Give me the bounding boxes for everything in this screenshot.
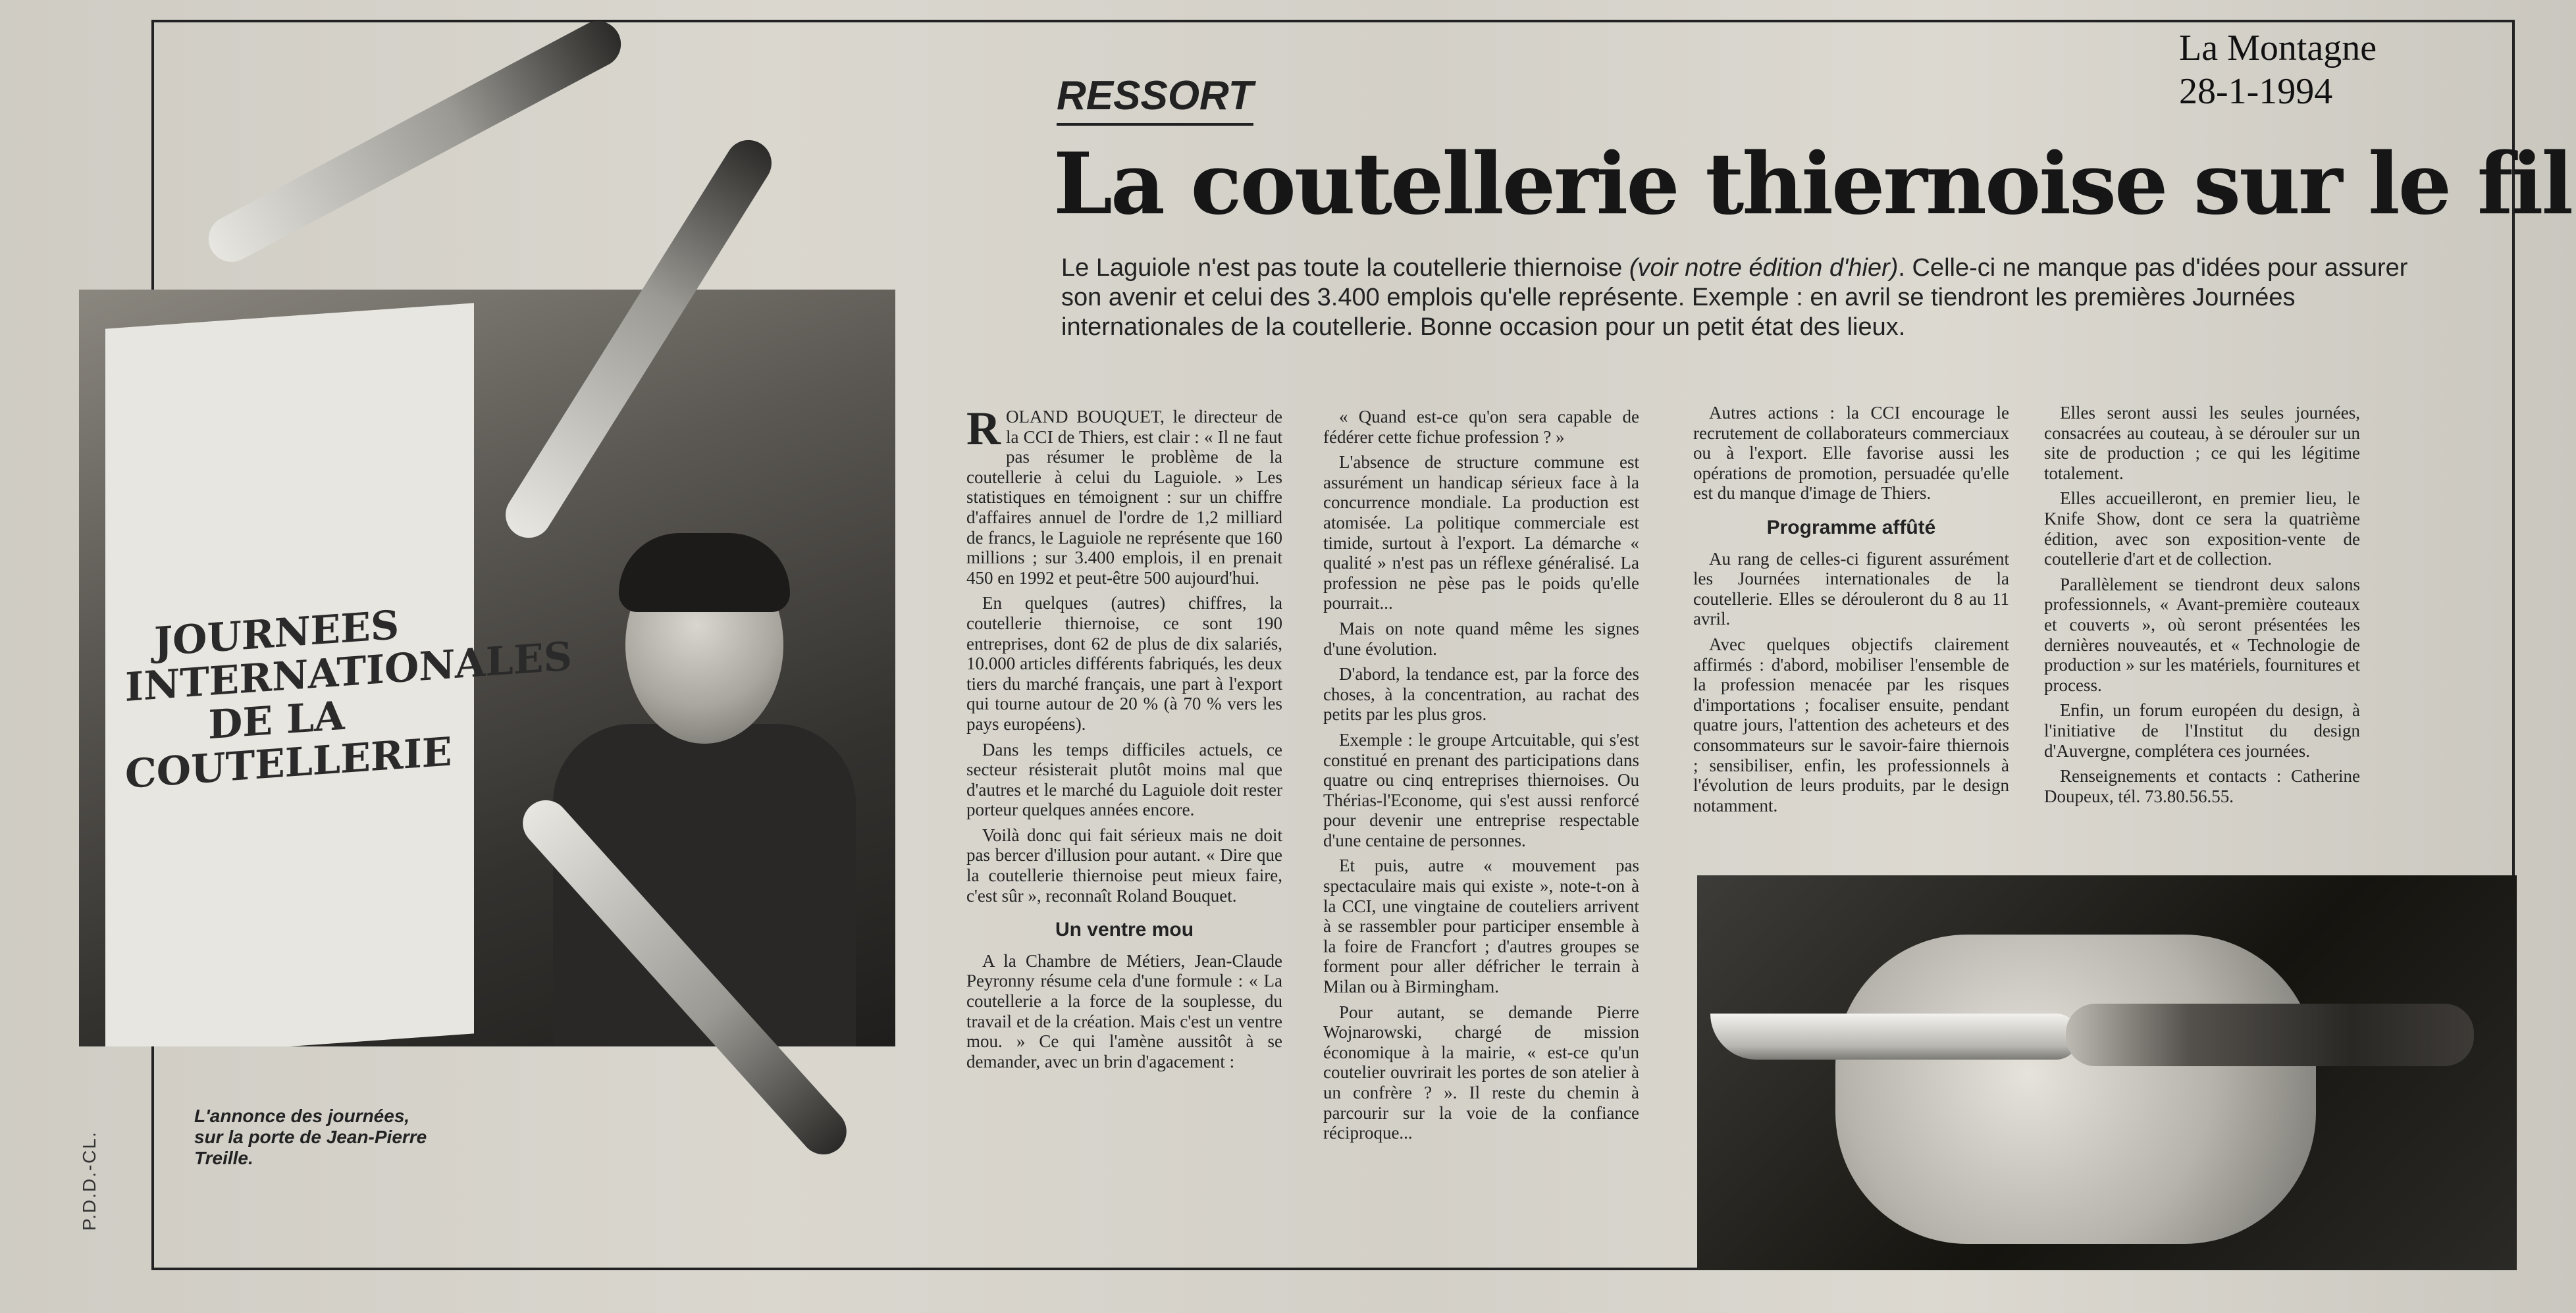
paragraph: Mais on note quand même les signes d'une évolution.: [1323, 618, 1639, 659]
paragraph: Renseignements et contacts : Catherine Doupeux, tél. 73.80.56.55.: [2044, 766, 2360, 806]
paragraph: En quelques (autres) chiffres, la coutellerie thiernoise, ce sont 190 entreprises, dont 62 de plus de dix salariés, 10.000 articles différents fabriqués, les deux tiers du marché français, une part à l'export qui tourne autour de 20 % (à 70 % vers les pays européens).: [966, 593, 1282, 734]
photo-caption: L'annonce des journées, sur la porte de Jean-Pierre Treille.: [194, 1106, 427, 1168]
paragraph: Dans les temps difficiles actuels, ce secteur résisterait plutôt moins mal que d'autres et le marché du Laguiole doit rester porteur quelques années encore.: [966, 739, 1282, 820]
paragraph: Pour autant, se demande Pierre Wojnarowski, chargé de mission économique à la mairie, « est-ce qu'un coutelier ouvrirait les portes de son atelier à un confrère ? ». Il reste du chemin à parcourir sur la voie de la confiance réciproque...: [1323, 1002, 1639, 1143]
paragraph: Exemple : le groupe Artcuitable, qui s'est constitué en prenant des participations dans quatre ou cinq entreprises thiernoises. Ou Thérias-l'Econome, qui s'est aussi renforcé pour devenir une entreprise respectable d'une centaine de personnes.: [1323, 729, 1639, 850]
knife-blade: [1710, 1014, 2079, 1060]
subheading: Un ventre mou: [1055, 919, 1194, 941]
chapo-italic: (voir notre édition d'hier): [1629, 254, 1899, 282]
paragraph: L'absence de structure commune est assurément un handicap sérieux face à la concurrence mondiale. La production est atomisée. La politique commerciale est timide, surtout à l'export. La démarche « qualité » n'est pas un réflexe généralisé. La profession ne pèse pas le poids qu'elle pourrait...: [1323, 452, 1639, 613]
paragraph: Enfin, un forum européen du design, à l'initiative de l'Institut du design d'Auvergne, complétera ces journées.: [2044, 700, 2360, 761]
paragraph: D'abord, la tendance est, par la force des choses, à la concentration, au rachat des petits par les plus gros.: [1323, 664, 1639, 725]
paragraph: A la Chambre de Métiers, Jean-Claude Peyronny résume cela d'une formule : « La coutellerie a la force de la souplesse, du travail et de la création. Mais c'est un ventre mou. » Ce qui l'amène aussitôt à se demander, avec un brin d'agacement :: [966, 950, 1282, 1071]
photo-credit: P.D.D.-CL.: [79, 1131, 99, 1231]
paragraph: « Quand est-ce qu'on sera capable de fédérer cette fichue profession ? »: [1323, 407, 1639, 447]
paragraph: Avec quelques objectifs clairement affirmés : d'abord, mobiliser l'ensemble de la profession menacée par les risques d'importations ; focaliser ensuite, pendant quatre jours, l'attention des acheteurs et des consommateurs sur le savoir-faire thiernois ; sensibiliser, enfin, les professionnels à l'évolution de leurs produits, par le design notamment.: [1693, 634, 2009, 815]
photo-poster-man: [79, 290, 895, 1046]
headline: La coutellerie thiernoise sur le fil: [1053, 135, 2572, 234]
chapo-part-1: Le Laguiole n'est pas toute la coutellerie thiernoise: [1061, 254, 1629, 282]
paragraph: Elles accueilleront, en premier lieu, le Knife Show, dont ce sera la quatrième édition, avec son exposition-vente de coutellerie d'art et de collection.: [2044, 488, 2360, 569]
chapo-part-2: . Celle-ci ne manque pas d'idées pour assurer son avenir et celui des 3.400 emplois qu'elle représente. Exemple : en avril se tiendront les premières Journées internationales de la coutellerie. Bonne occasion pour un petit état des lieux.: [1061, 254, 2408, 341]
dropcap: R: [966, 402, 1001, 455]
source-stamp: [2179, 26, 2429, 113]
paragraph: Et puis, autre « mouvement pas spectaculaire mais qui existe », note-t-on à la CCI, une vingtaine de couteliers arrivent à se rassembler pour participer ensemble à la foire de Francfort ; d'autres groupes se forment pour aller défricher le terrain à Milan ou à Birmingham.: [1323, 856, 1639, 997]
newspaper-name: La Montagne: [2179, 28, 2377, 68]
paragraph: Voilà donc qui fait sérieux mais ne doit pas bercer d'illusion pour autant. « Dire que la coutellerie thiernoise peut mieux faire, c'est sûr », reconnaît Roland Bouquet.: [966, 825, 1282, 906]
article-column-4: [2044, 403, 2360, 811]
rubric-label: RESSORT: [1057, 72, 1253, 126]
paragraph: Au rang de celles-ci figurent assurément les Journées internationales de la coutellerie. Elles se dérouleront du 8 au 11 avril.: [1693, 548, 2009, 629]
photo-hand-knife: [1697, 875, 2517, 1270]
subheading: Programme affûté: [1766, 516, 1936, 538]
paragraph-text: OLAND BOUQUET, le directeur de la CCI de Thiers, est clair : « Il ne faut pas résumer le problème de la coutellerie à celui du Laguiole. » Les statistiques en témoignent : sur un chiffre d'affaires annuel de l'ordre de 1,2 milliard de francs, le Laguiole ne représente que 160 millions ; sur 3.400 emplois, il en prenait 450 en 1992 et peut-être 500 aujourd'hui.: [966, 407, 1282, 588]
article-column-3: [1693, 403, 2009, 821]
paragraph: Autres actions : la CCI encourage le recrutement de collaborateurs commerciaux ou à l'export. Elle favorise aussi les opérations de promotion, persuadée qu'elle est du manque d'image de Thiers.: [1693, 403, 2009, 503]
article-column-1: [966, 402, 1282, 1077]
paragraph: Elles seront aussi les seules journées, consacrées au couteau, à se dérouler sur un site de production ; ce qui les légitime totalement.: [2044, 403, 2360, 483]
paragraph: Parallèlement se tiendront deux salons professionnels, « Avant-première couteaux et couverts », où seront présentées les dernières nouveautés, et « Technologie de production » sur les matériels, fournitures et process.: [2044, 574, 2360, 695]
article-column-2: [1323, 407, 1639, 1148]
hand-shape: [1835, 935, 2316, 1244]
chapo: [1061, 253, 2437, 342]
publication-date: 28-1-1994: [2179, 71, 2333, 112]
knife-handle: [2066, 1004, 2474, 1066]
poster-title: JOURNEES INTERNATIONALES DE LA COUTELLERIE: [125, 602, 572, 798]
paragraph: [966, 402, 1282, 588]
man-hair: [619, 533, 790, 612]
